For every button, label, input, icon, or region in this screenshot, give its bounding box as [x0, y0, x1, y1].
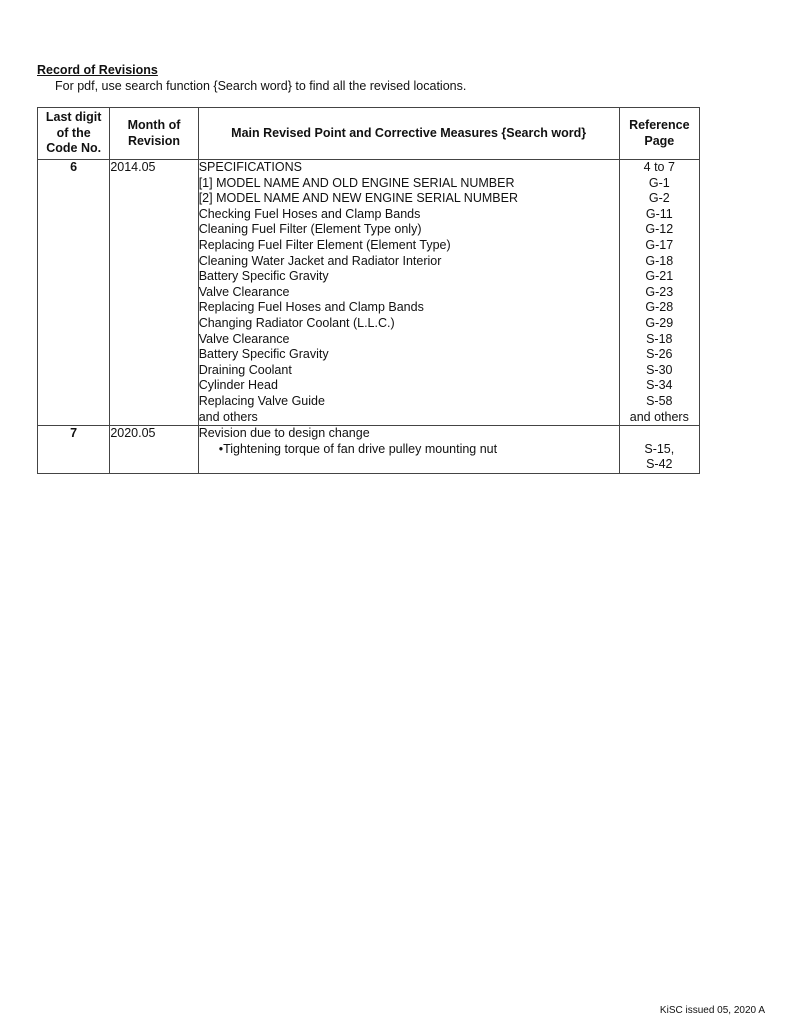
reference-page-cell	[619, 160, 699, 426]
month-value: 2020.05	[110, 426, 156, 441]
reference-page: S-42	[646, 457, 673, 472]
revised-point: Revision due to design change	[198, 426, 370, 441]
revised-point-bullet: •Tightening torque of fan drive pulley mounting nut	[218, 441, 498, 456]
month-value: 2014.05	[110, 160, 156, 174]
revised-point: Battery Specific Gravity	[198, 347, 329, 362]
revised-point: Changing Radiator Coolant (L.L.C.)	[198, 315, 395, 330]
month-cell	[110, 160, 198, 426]
reference-page-cell	[619, 426, 699, 474]
header-month-line: Revision	[127, 133, 181, 148]
header-month	[110, 108, 198, 160]
revised-point: Valve Clearance	[198, 284, 290, 299]
reference-page: and others	[629, 409, 689, 424]
revised-point: Cleaning Water Jacket and Radiator Interior	[198, 253, 442, 268]
reference-page: S-34	[646, 378, 673, 393]
table-row	[38, 160, 700, 426]
reference-page: 4 to 7	[643, 160, 675, 174]
header-main-point	[198, 108, 619, 160]
page-title: Record of Revisions	[37, 63, 158, 77]
revised-point: Replacing Fuel Hoses and Clamp Bands	[198, 300, 424, 315]
reference-page: G-21	[645, 269, 674, 284]
code-digit-cell	[38, 426, 110, 474]
header-code-line: of the	[56, 125, 91, 140]
header-month-line: Month of	[127, 118, 181, 132]
code-digit: 7	[70, 426, 78, 441]
code-digit-cell	[38, 160, 110, 426]
reference-page	[620, 426, 699, 442]
code-digit: 6	[70, 160, 78, 174]
revised-point: Valve Clearance	[198, 331, 290, 346]
reference-page: G-17	[645, 237, 674, 252]
header-ref-line: Reference	[629, 118, 690, 132]
footer-issue-note: KiSC issued 05, 2020 A	[659, 1005, 765, 1016]
reference-page: S-18	[646, 331, 673, 346]
revised-point: SPECIFICATIONS	[198, 160, 302, 174]
revised-points-cell	[198, 160, 619, 426]
month-cell	[110, 426, 198, 474]
reference-page: G-23	[645, 284, 674, 299]
header-code-line: Last digit	[45, 110, 102, 125]
revised-point: [1] MODEL NAME AND OLD ENGINE SERIAL NUMBER	[198, 175, 515, 190]
revised-point: Cylinder Head	[198, 378, 278, 393]
revisions-table	[37, 107, 700, 474]
reference-page: G-11	[645, 206, 673, 221]
table-header-row	[38, 108, 700, 160]
reference-page: G-29	[645, 315, 674, 330]
revised-point: [2] MODEL NAME AND NEW ENGINE SERIAL NUMBER	[198, 191, 518, 206]
revised-point: Replacing Valve Guide	[198, 393, 325, 408]
page-subtitle: For pdf, use search function {Search word} to find all the revised locations.	[55, 79, 467, 93]
reference-page: S-15,	[644, 441, 675, 456]
revised-points-cell	[198, 426, 619, 474]
revised-point: Draining Coolant	[198, 362, 292, 377]
revised-point: Checking Fuel Hoses and Clamp Bands	[198, 206, 421, 221]
header-ref-line: Page	[644, 133, 675, 148]
table-row	[38, 426, 700, 474]
header-main-line: Main Revised Point and Corrective Measures {Search word}	[231, 125, 587, 140]
reference-page: G-2	[648, 191, 670, 206]
reference-page: G-1	[648, 175, 670, 190]
reference-page: G-28	[645, 300, 674, 315]
revised-point: Replacing Fuel Filter Element (Element Type)	[198, 237, 451, 252]
reference-page: S-30	[646, 362, 673, 377]
revised-point: and others	[198, 409, 258, 424]
reference-page: S-26	[646, 347, 673, 362]
reference-page: S-58	[646, 393, 673, 408]
revised-point: Cleaning Fuel Filter (Element Type only)	[198, 222, 422, 237]
revised-point: Battery Specific Gravity	[198, 269, 329, 284]
header-reference-page	[619, 108, 699, 160]
header-code-line: Code No.	[46, 141, 102, 156]
reference-page: G-12	[645, 222, 674, 237]
reference-page: G-18	[645, 253, 674, 268]
header-code-no	[38, 108, 110, 160]
